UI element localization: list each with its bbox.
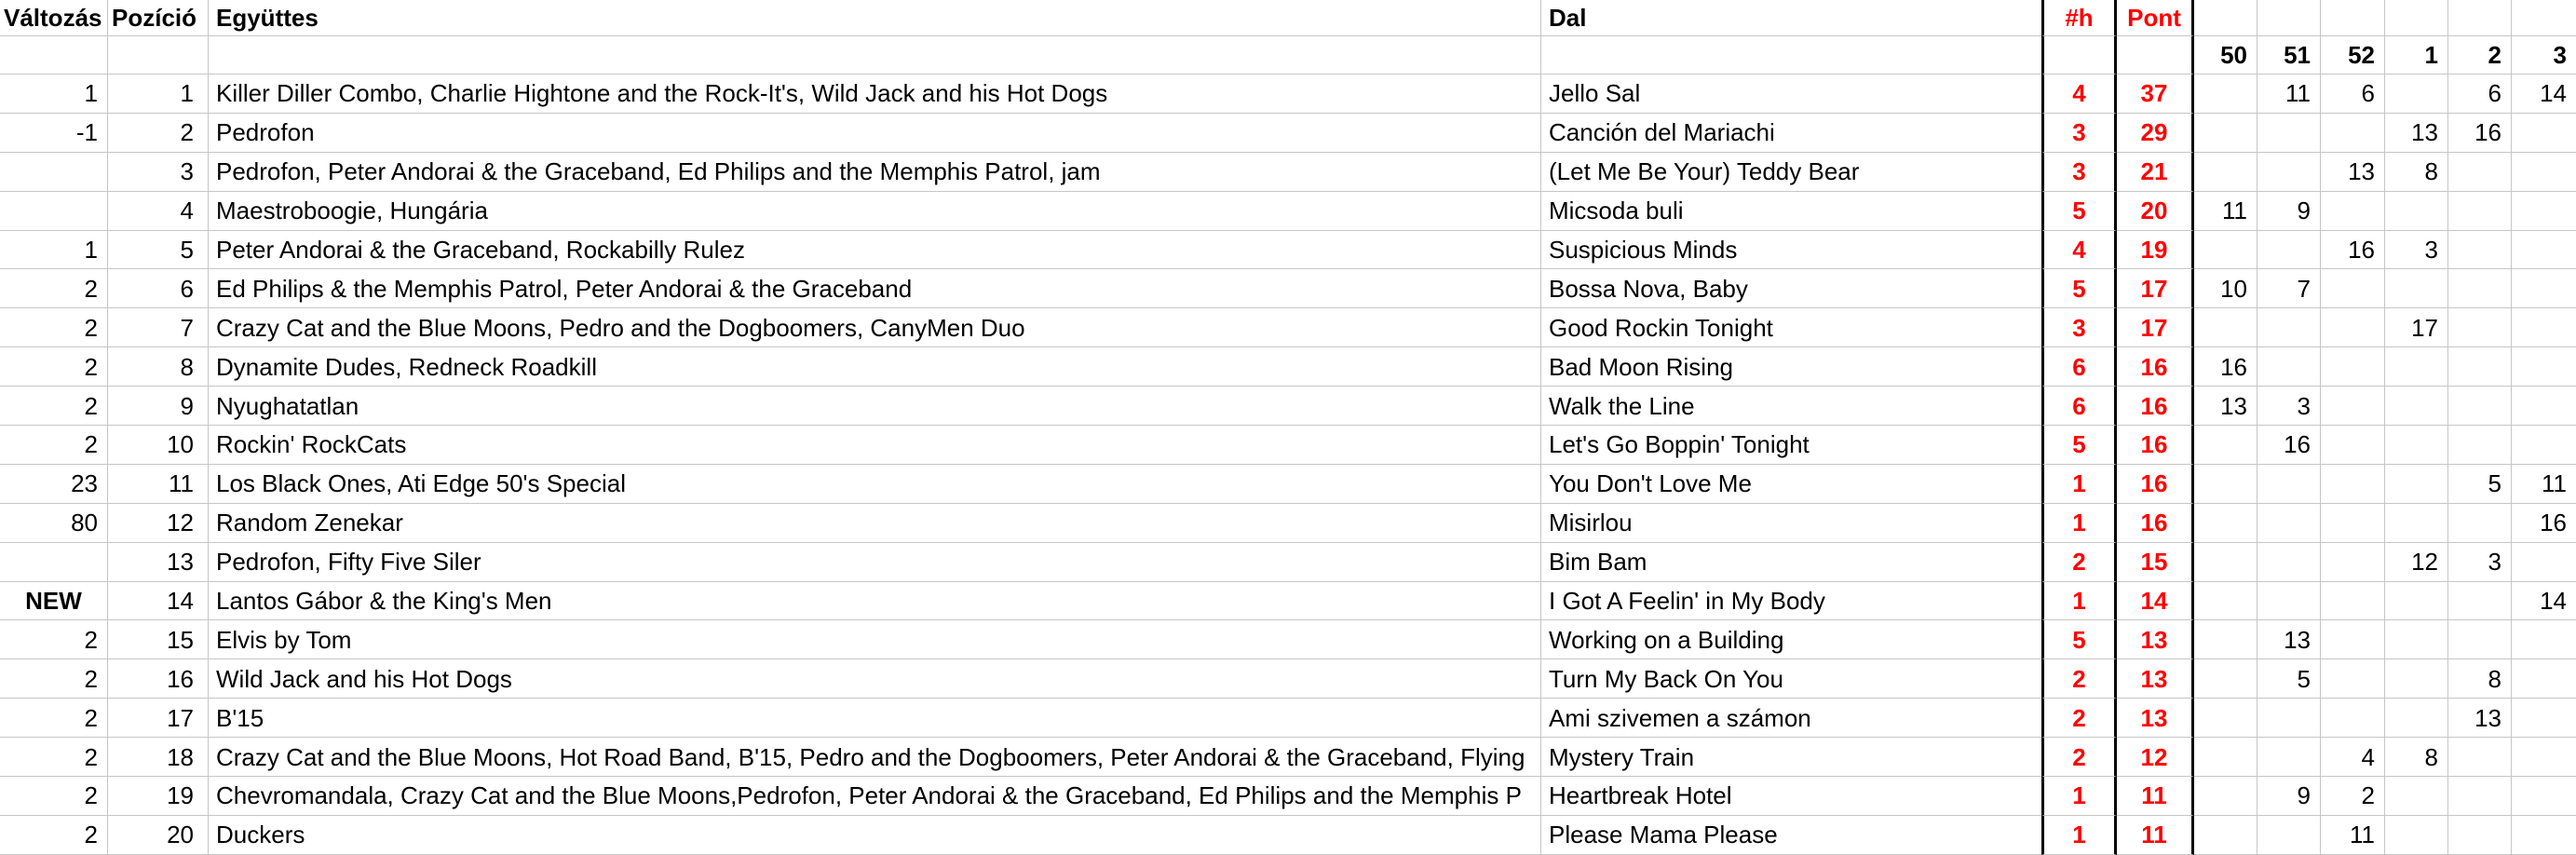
hits-cell[interactable]: 2: [2041, 543, 2117, 582]
week-value-cell[interactable]: [2321, 192, 2385, 231]
song-cell[interactable]: Walk the Line: [1541, 387, 2041, 426]
points-cell[interactable]: 17: [2117, 308, 2194, 347]
empty-cell[interactable]: [2385, 0, 2448, 36]
week-value-cell[interactable]: 11: [2321, 816, 2385, 855]
week-value-cell[interactable]: [2448, 347, 2512, 387]
band-cell[interactable]: Crazy Cat and the Blue Moons, Hot Road Band, B'15, Pedro and the Dogboomers, Peter Andorai & the Graceband, Flying: [209, 738, 1541, 777]
week-value-cell[interactable]: [2448, 816, 2512, 855]
position-cell[interactable]: 11: [108, 465, 209, 504]
week-value-cell[interactable]: [2448, 738, 2512, 777]
week-value-cell[interactable]: [2448, 777, 2512, 816]
position-cell[interactable]: 1: [108, 75, 209, 114]
hits-cell[interactable]: 4: [2041, 75, 2117, 114]
week-value-cell[interactable]: [2321, 114, 2385, 153]
song-cell[interactable]: Turn My Back On You: [1541, 659, 2041, 699]
week-value-cell[interactable]: [2321, 465, 2385, 504]
points-cell[interactable]: 16: [2117, 426, 2194, 465]
week-value-cell[interactable]: [2448, 192, 2512, 231]
col-header-song[interactable]: Dal: [1541, 0, 2041, 36]
week-header-50[interactable]: 50: [2194, 36, 2257, 75]
week-value-cell[interactable]: [2448, 582, 2512, 621]
band-cell[interactable]: Ed Philips & the Memphis Patrol, Peter Andorai & the Graceband: [209, 269, 1541, 308]
change-cell[interactable]: [0, 192, 108, 231]
points-cell[interactable]: 16: [2117, 465, 2194, 504]
week-value-cell[interactable]: [2257, 504, 2321, 543]
song-cell[interactable]: Misirlou: [1541, 504, 2041, 543]
week-value-cell[interactable]: 14: [2512, 75, 2576, 114]
hits-cell[interactable]: 6: [2041, 387, 2117, 426]
hits-cell[interactable]: 1: [2041, 816, 2117, 855]
week-value-cell[interactable]: 9: [2257, 192, 2321, 231]
week-value-cell[interactable]: [2512, 777, 2576, 816]
empty-cell[interactable]: [2512, 0, 2576, 36]
week-value-cell[interactable]: [2385, 816, 2448, 855]
week-value-cell[interactable]: [2194, 114, 2257, 153]
hits-cell[interactable]: 5: [2041, 269, 2117, 308]
position-cell[interactable]: 9: [108, 387, 209, 426]
week-header-2[interactable]: 2: [2448, 36, 2512, 75]
week-header-1[interactable]: 1: [2385, 36, 2448, 75]
points-cell[interactable]: 17: [2117, 269, 2194, 308]
empty-cell[interactable]: [2041, 36, 2117, 75]
points-cell[interactable]: 19: [2117, 231, 2194, 270]
song-cell[interactable]: Bad Moon Rising: [1541, 347, 2041, 387]
week-value-cell[interactable]: 11: [2512, 465, 2576, 504]
band-cell[interactable]: Los Black Ones, Ati Edge 50's Special: [209, 465, 1541, 504]
band-cell[interactable]: Pedrofon, Fifty Five Siler: [209, 543, 1541, 582]
week-value-cell[interactable]: [2512, 738, 2576, 777]
song-cell[interactable]: Let's Go Boppin' Tonight: [1541, 426, 2041, 465]
col-header-position[interactable]: Pozíció: [108, 0, 209, 36]
position-cell[interactable]: 2: [108, 114, 209, 153]
points-cell[interactable]: 15: [2117, 543, 2194, 582]
change-cell[interactable]: 2: [0, 816, 108, 855]
empty-cell[interactable]: [2117, 36, 2194, 75]
col-header-points[interactable]: Pont: [2117, 0, 2194, 36]
song-cell[interactable]: Suspicious Minds: [1541, 231, 2041, 270]
week-value-cell[interactable]: [2385, 699, 2448, 738]
hits-cell[interactable]: 5: [2041, 620, 2117, 659]
week-value-cell[interactable]: [2257, 231, 2321, 270]
hits-cell[interactable]: 2: [2041, 738, 2117, 777]
band-cell[interactable]: Dynamite Dudes, Redneck Roadkill: [209, 347, 1541, 387]
week-value-cell[interactable]: 8: [2385, 738, 2448, 777]
position-cell[interactable]: 8: [108, 347, 209, 387]
song-cell[interactable]: (Let Me Be Your) Teddy Bear: [1541, 153, 2041, 192]
week-value-cell[interactable]: [2321, 699, 2385, 738]
hits-cell[interactable]: 3: [2041, 153, 2117, 192]
position-cell[interactable]: 13: [108, 543, 209, 582]
week-value-cell[interactable]: [2385, 465, 2448, 504]
week-value-cell[interactable]: [2512, 543, 2576, 582]
points-cell[interactable]: 13: [2117, 620, 2194, 659]
week-value-cell[interactable]: [2512, 192, 2576, 231]
empty-cell[interactable]: [209, 36, 1541, 75]
week-value-cell[interactable]: [2512, 347, 2576, 387]
week-value-cell[interactable]: 13: [2448, 699, 2512, 738]
band-cell[interactable]: Elvis by Tom: [209, 620, 1541, 659]
points-cell[interactable]: 29: [2117, 114, 2194, 153]
points-cell[interactable]: 20: [2117, 192, 2194, 231]
week-value-cell[interactable]: [2448, 387, 2512, 426]
week-value-cell[interactable]: [2385, 269, 2448, 308]
band-cell[interactable]: Nyughatatlan: [209, 387, 1541, 426]
week-value-cell[interactable]: [2448, 308, 2512, 347]
hits-cell[interactable]: 2: [2041, 699, 2117, 738]
col-header-change[interactable]: Változás: [0, 0, 108, 36]
week-value-cell[interactable]: [2257, 308, 2321, 347]
song-cell[interactable]: Heartbreak Hotel: [1541, 777, 2041, 816]
position-cell[interactable]: 10: [108, 426, 209, 465]
song-cell[interactable]: Bim Bam: [1541, 543, 2041, 582]
week-value-cell[interactable]: [2194, 659, 2257, 699]
week-value-cell[interactable]: 16: [2512, 504, 2576, 543]
week-value-cell[interactable]: [2385, 504, 2448, 543]
week-value-cell[interactable]: [2512, 659, 2576, 699]
week-value-cell[interactable]: 3: [2448, 543, 2512, 582]
week-value-cell[interactable]: 16: [2194, 347, 2257, 387]
position-cell[interactable]: 12: [108, 504, 209, 543]
empty-cell[interactable]: [2448, 0, 2512, 36]
week-value-cell[interactable]: 3: [2385, 231, 2448, 270]
week-header-3[interactable]: 3: [2512, 36, 2576, 75]
week-value-cell[interactable]: [2257, 465, 2321, 504]
week-value-cell[interactable]: [2448, 231, 2512, 270]
week-value-cell[interactable]: 13: [2194, 387, 2257, 426]
col-header-band[interactable]: Együttes: [209, 0, 1541, 36]
band-cell[interactable]: Killer Diller Combo, Charlie Hightone and the Rock-It's, Wild Jack and his Hot Dogs: [209, 75, 1541, 114]
points-cell[interactable]: 14: [2117, 582, 2194, 621]
week-value-cell[interactable]: [2194, 308, 2257, 347]
week-value-cell[interactable]: [2321, 347, 2385, 387]
week-value-cell[interactable]: [2512, 816, 2576, 855]
week-value-cell[interactable]: 6: [2321, 75, 2385, 114]
band-cell[interactable]: Peter Andorai & the Graceband, Rockabilly Rulez: [209, 231, 1541, 270]
points-cell[interactable]: 16: [2117, 387, 2194, 426]
hits-cell[interactable]: 2: [2041, 659, 2117, 699]
points-cell[interactable]: 11: [2117, 816, 2194, 855]
week-value-cell[interactable]: [2257, 114, 2321, 153]
empty-cell[interactable]: [108, 36, 209, 75]
change-cell[interactable]: 1: [0, 231, 108, 270]
week-value-cell[interactable]: [2257, 153, 2321, 192]
week-value-cell[interactable]: [2512, 308, 2576, 347]
position-cell[interactable]: 18: [108, 738, 209, 777]
week-value-cell[interactable]: [2385, 620, 2448, 659]
band-cell[interactable]: Maestroboogie, Hungária: [209, 192, 1541, 231]
week-value-cell[interactable]: 13: [2385, 114, 2448, 153]
week-value-cell[interactable]: 10: [2194, 269, 2257, 308]
week-value-cell[interactable]: 4: [2321, 738, 2385, 777]
position-cell[interactable]: 6: [108, 269, 209, 308]
change-cell[interactable]: 23: [0, 465, 108, 504]
empty-cell[interactable]: [2321, 0, 2385, 36]
week-value-cell[interactable]: [2512, 153, 2576, 192]
week-value-cell[interactable]: [2448, 269, 2512, 308]
week-value-cell[interactable]: [2257, 543, 2321, 582]
empty-cell[interactable]: [0, 36, 108, 75]
week-value-cell[interactable]: 8: [2385, 153, 2448, 192]
week-value-cell[interactable]: [2512, 426, 2576, 465]
points-cell[interactable]: 21: [2117, 153, 2194, 192]
song-cell[interactable]: Working on a Building: [1541, 620, 2041, 659]
change-cell[interactable]: -1: [0, 114, 108, 153]
points-cell[interactable]: 16: [2117, 347, 2194, 387]
week-value-cell[interactable]: [2194, 620, 2257, 659]
hits-cell[interactable]: 5: [2041, 426, 2117, 465]
hits-cell[interactable]: 1: [2041, 504, 2117, 543]
empty-cell[interactable]: [2194, 0, 2257, 36]
position-cell[interactable]: 15: [108, 620, 209, 659]
band-cell[interactable]: Crazy Cat and the Blue Moons, Pedro and the Dogboomers, CanyMen Duo: [209, 308, 1541, 347]
change-cell[interactable]: 2: [0, 738, 108, 777]
week-value-cell[interactable]: [2448, 153, 2512, 192]
song-cell[interactable]: Please Mama Please: [1541, 816, 2041, 855]
band-cell[interactable]: B'15: [209, 699, 1541, 738]
week-header-52[interactable]: 52: [2321, 36, 2385, 75]
hits-cell[interactable]: 4: [2041, 231, 2117, 270]
position-cell[interactable]: 5: [108, 231, 209, 270]
week-value-cell[interactable]: 8: [2448, 659, 2512, 699]
position-cell[interactable]: 7: [108, 308, 209, 347]
change-cell[interactable]: 2: [0, 426, 108, 465]
week-value-cell[interactable]: 14: [2512, 582, 2576, 621]
week-value-cell[interactable]: 3: [2257, 387, 2321, 426]
week-value-cell[interactable]: [2385, 192, 2448, 231]
week-value-cell[interactable]: [2448, 504, 2512, 543]
week-value-cell[interactable]: [2194, 738, 2257, 777]
band-cell[interactable]: Lantos Gábor & the King's Men: [209, 582, 1541, 621]
song-cell[interactable]: Micsoda buli: [1541, 192, 2041, 231]
week-value-cell[interactable]: [2512, 114, 2576, 153]
song-cell[interactable]: Bossa Nova, Baby: [1541, 269, 2041, 308]
band-cell[interactable]: Random Zenekar: [209, 504, 1541, 543]
week-value-cell[interactable]: 13: [2257, 620, 2321, 659]
change-cell[interactable]: [0, 543, 108, 582]
change-cell[interactable]: 2: [0, 699, 108, 738]
week-value-cell[interactable]: [2257, 738, 2321, 777]
empty-cell[interactable]: [1541, 36, 2041, 75]
position-cell[interactable]: 19: [108, 777, 209, 816]
band-cell[interactable]: Wild Jack and his Hot Dogs: [209, 659, 1541, 699]
change-cell[interactable]: 2: [0, 269, 108, 308]
song-cell[interactable]: I Got A Feelin' in My Body: [1541, 582, 2041, 621]
band-cell[interactable]: Chevromandala, Crazy Cat and the Blue Moons,Pedrofon, Peter Andorai & the Graceband, Ed Philips and the Memphis P: [209, 777, 1541, 816]
position-cell[interactable]: 17: [108, 699, 209, 738]
hits-cell[interactable]: 3: [2041, 114, 2117, 153]
song-cell[interactable]: Canción del Mariachi: [1541, 114, 2041, 153]
change-cell[interactable]: 2: [0, 777, 108, 816]
week-value-cell[interactable]: [2194, 231, 2257, 270]
band-cell[interactable]: Duckers: [209, 816, 1541, 855]
change-cell[interactable]: 2: [0, 387, 108, 426]
song-cell[interactable]: You Don't Love Me: [1541, 465, 2041, 504]
week-value-cell[interactable]: [2321, 543, 2385, 582]
week-value-cell[interactable]: [2194, 75, 2257, 114]
hits-cell[interactable]: 1: [2041, 465, 2117, 504]
week-value-cell[interactable]: [2257, 816, 2321, 855]
position-cell[interactable]: 16: [108, 659, 209, 699]
week-value-cell[interactable]: [2385, 582, 2448, 621]
week-value-cell[interactable]: 11: [2257, 75, 2321, 114]
position-cell[interactable]: 14: [108, 582, 209, 621]
week-value-cell[interactable]: [2194, 816, 2257, 855]
week-value-cell[interactable]: [2385, 659, 2448, 699]
week-value-cell[interactable]: [2512, 620, 2576, 659]
week-value-cell[interactable]: [2194, 504, 2257, 543]
hits-cell[interactable]: 5: [2041, 192, 2117, 231]
position-cell[interactable]: 3: [108, 153, 209, 192]
week-value-cell[interactable]: 12: [2385, 543, 2448, 582]
week-value-cell[interactable]: 9: [2257, 777, 2321, 816]
hits-cell[interactable]: 6: [2041, 347, 2117, 387]
week-header-51[interactable]: 51: [2257, 36, 2321, 75]
week-value-cell[interactable]: 11: [2194, 192, 2257, 231]
points-cell[interactable]: 13: [2117, 659, 2194, 699]
week-value-cell[interactable]: [2448, 620, 2512, 659]
song-cell[interactable]: Jello Sal: [1541, 75, 2041, 114]
week-value-cell[interactable]: [2321, 582, 2385, 621]
week-value-cell[interactable]: 16: [2448, 114, 2512, 153]
points-cell[interactable]: 16: [2117, 504, 2194, 543]
week-value-cell[interactable]: [2512, 269, 2576, 308]
hits-cell[interactable]: 1: [2041, 582, 2117, 621]
empty-cell[interactable]: [2257, 0, 2321, 36]
week-value-cell[interactable]: [2257, 699, 2321, 738]
change-cell[interactable]: 1: [0, 75, 108, 114]
hits-cell[interactable]: 3: [2041, 308, 2117, 347]
week-value-cell[interactable]: [2385, 777, 2448, 816]
week-value-cell[interactable]: 6: [2448, 75, 2512, 114]
band-cell[interactable]: Pedrofon: [209, 114, 1541, 153]
week-value-cell[interactable]: 16: [2321, 231, 2385, 270]
change-cell[interactable]: 80: [0, 504, 108, 543]
week-value-cell[interactable]: [2385, 75, 2448, 114]
week-value-cell[interactable]: [2321, 659, 2385, 699]
change-cell[interactable]: 2: [0, 659, 108, 699]
week-value-cell[interactable]: [2194, 153, 2257, 192]
week-value-cell[interactable]: [2512, 387, 2576, 426]
hits-cell[interactable]: 1: [2041, 777, 2117, 816]
week-value-cell[interactable]: 13: [2321, 153, 2385, 192]
week-value-cell[interactable]: [2321, 426, 2385, 465]
change-cell[interactable]: 2: [0, 347, 108, 387]
week-value-cell[interactable]: 17: [2385, 308, 2448, 347]
week-value-cell[interactable]: [2321, 387, 2385, 426]
points-cell[interactable]: 13: [2117, 699, 2194, 738]
points-cell[interactable]: 11: [2117, 777, 2194, 816]
song-cell[interactable]: Ami szivemen a számon: [1541, 699, 2041, 738]
change-cell[interactable]: 2: [0, 620, 108, 659]
week-value-cell[interactable]: [2194, 543, 2257, 582]
song-cell[interactable]: Good Rockin Tonight: [1541, 308, 2041, 347]
week-value-cell[interactable]: [2385, 387, 2448, 426]
week-value-cell[interactable]: [2448, 426, 2512, 465]
week-value-cell[interactable]: [2321, 308, 2385, 347]
week-value-cell[interactable]: [2194, 777, 2257, 816]
week-value-cell[interactable]: 2: [2321, 777, 2385, 816]
week-value-cell[interactable]: [2321, 620, 2385, 659]
week-value-cell[interactable]: 16: [2257, 426, 2321, 465]
week-value-cell[interactable]: 7: [2257, 269, 2321, 308]
week-value-cell[interactable]: 5: [2448, 465, 2512, 504]
week-value-cell[interactable]: [2194, 582, 2257, 621]
position-cell[interactable]: 4: [108, 192, 209, 231]
band-cell[interactable]: Rockin' RockCats: [209, 426, 1541, 465]
week-value-cell[interactable]: [2512, 699, 2576, 738]
position-cell[interactable]: 20: [108, 816, 209, 855]
week-value-cell[interactable]: [2512, 231, 2576, 270]
week-value-cell[interactable]: 5: [2257, 659, 2321, 699]
band-cell[interactable]: Pedrofon, Peter Andorai & the Graceband, Ed Philips and the Memphis Patrol, jam: [209, 153, 1541, 192]
change-cell[interactable]: NEW: [0, 582, 108, 621]
week-value-cell[interactable]: [2385, 347, 2448, 387]
week-value-cell[interactable]: [2257, 347, 2321, 387]
week-value-cell[interactable]: [2321, 504, 2385, 543]
week-value-cell[interactable]: [2194, 426, 2257, 465]
points-cell[interactable]: 37: [2117, 75, 2194, 114]
song-cell[interactable]: Mystery Train: [1541, 738, 2041, 777]
week-value-cell[interactable]: [2321, 269, 2385, 308]
points-cell[interactable]: 12: [2117, 738, 2194, 777]
col-header-hits[interactable]: #h: [2041, 0, 2117, 36]
change-cell[interactable]: [0, 153, 108, 192]
week-value-cell[interactable]: [2385, 426, 2448, 465]
week-value-cell[interactable]: [2194, 699, 2257, 738]
week-value-cell[interactable]: [2194, 465, 2257, 504]
week-value-cell[interactable]: [2257, 582, 2321, 621]
change-cell[interactable]: 2: [0, 308, 108, 347]
